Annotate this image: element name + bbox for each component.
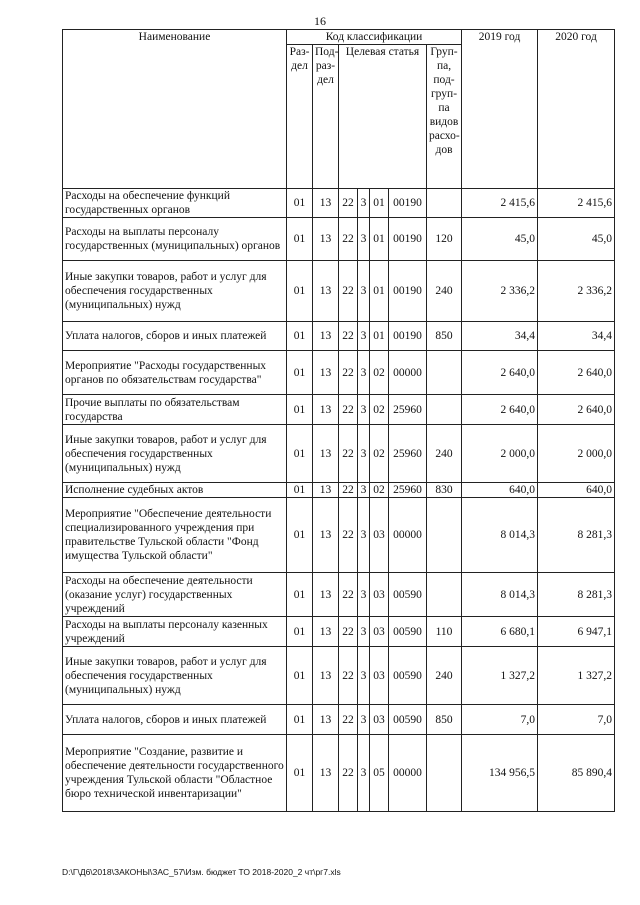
row-podrazdel: 13	[313, 322, 339, 351]
row-expense-type	[427, 351, 462, 395]
row-target-part2: 3	[358, 189, 370, 218]
row-podrazdel: 13	[313, 218, 339, 261]
row-razdel: 01	[287, 395, 313, 425]
row-target-part1: 22	[339, 218, 358, 261]
row-expense-type: 830	[427, 483, 462, 498]
row-podrazdel: 13	[313, 189, 339, 218]
row-target-part2: 3	[358, 218, 370, 261]
row-expense-type	[427, 735, 462, 812]
row-expense-type: 850	[427, 322, 462, 351]
row-value-2020: 8 281,3	[538, 573, 615, 617]
row-target-part2: 3	[358, 483, 370, 498]
table-row	[63, 573, 615, 617]
table-row	[63, 322, 615, 351]
row-target-part3: 03	[370, 647, 389, 705]
row-value-2020: 2 415,6	[538, 189, 615, 218]
row-expense-type: 240	[427, 261, 462, 322]
row-name: Расходы на выплаты персоналу государственных (муниципальных) органов	[63, 218, 287, 261]
row-expense-type: 850	[427, 705, 462, 735]
header-target-article: Целевая статья	[339, 45, 427, 189]
row-target-part1: 22	[339, 735, 358, 812]
row-podrazdel: 13	[313, 351, 339, 395]
table-row	[63, 483, 615, 498]
row-target-part1: 22	[339, 647, 358, 705]
row-podrazdel: 13	[313, 483, 339, 498]
row-name: Расходы на обеспечение функций государственных органов	[63, 189, 287, 218]
row-target-part1: 22	[339, 705, 358, 735]
row-target-part3: 02	[370, 351, 389, 395]
row-value-2019: 34,4	[462, 322, 538, 351]
row-name: Иные закупки товаров, работ и услуг для обеспечения государственных (муниципальных) нужд	[63, 261, 287, 322]
row-value-2020: 45,0	[538, 218, 615, 261]
table-row	[63, 617, 615, 647]
row-value-2019: 6 680,1	[462, 617, 538, 647]
row-razdel: 01	[287, 351, 313, 395]
row-name: Мероприятие "Обеспечение деятельности специализированного учреждения при правительстве Тульской области "Фонд имущества Тульской области"	[63, 498, 287, 573]
row-value-2020: 7,0	[538, 705, 615, 735]
row-target-part4: 00000	[389, 735, 427, 812]
row-razdel: 01	[287, 322, 313, 351]
row-razdel: 01	[287, 261, 313, 322]
row-razdel: 01	[287, 735, 313, 812]
table-row	[63, 395, 615, 425]
page-number: 16	[314, 14, 326, 28]
row-value-2019: 2 415,6	[462, 189, 538, 218]
table-row	[63, 647, 615, 705]
row-target-part4: 00190	[389, 189, 427, 218]
row-value-2020: 34,4	[538, 322, 615, 351]
row-name: Расходы на выплаты персоналу казенных учреждений	[63, 617, 287, 647]
row-target-part2: 3	[358, 425, 370, 483]
row-expense-type	[427, 395, 462, 425]
header-podrazdel: Под- раз- дел	[313, 45, 339, 189]
row-target-part2: 3	[358, 351, 370, 395]
row-target-part3: 03	[370, 498, 389, 573]
header-2019: 2019 год	[462, 30, 538, 189]
row-expense-type: 110	[427, 617, 462, 647]
row-target-part4: 00000	[389, 498, 427, 573]
row-target-part2: 3	[358, 617, 370, 647]
row-name: Мероприятие "Создание, развитие и обеспечение деятельности государственного учреждения Тульской области "Областное бюро технической инвентаризации"	[63, 735, 287, 812]
row-target-part3: 03	[370, 617, 389, 647]
row-target-part4: 00590	[389, 573, 427, 617]
row-value-2020: 1 327,2	[538, 647, 615, 705]
row-target-part4: 25960	[389, 425, 427, 483]
row-target-part2: 3	[358, 322, 370, 351]
row-value-2019: 2 640,0	[462, 395, 538, 425]
header-expense-group: Груп- па, под- груп- па видов расхо- дов	[427, 45, 462, 189]
row-target-part4: 25960	[389, 483, 427, 498]
row-target-part1: 22	[339, 395, 358, 425]
row-expense-type	[427, 498, 462, 573]
row-razdel: 01	[287, 705, 313, 735]
row-target-part3: 02	[370, 483, 389, 498]
row-name: Иные закупки товаров, работ и услуг для обеспечения государственных (муниципальных) нужд	[63, 647, 287, 705]
row-target-part4: 25960	[389, 395, 427, 425]
row-target-part4: 00190	[389, 261, 427, 322]
row-expense-type: 240	[427, 425, 462, 483]
budget-table	[62, 29, 615, 812]
table-row	[63, 425, 615, 483]
file-path-footer: D:\Г\Д6\2018\ЗАКОНЫ\ЗАС_57\Изм. бюджет ТО 2018-2020_2 чт\рг7.xls	[62, 867, 341, 877]
row-expense-type	[427, 189, 462, 218]
row-name: Прочие выплаты по обязательствам государства	[63, 395, 287, 425]
header-classification-code: Код классификации	[287, 30, 462, 45]
header-2020: 2020 год	[538, 30, 615, 189]
row-razdel: 01	[287, 218, 313, 261]
table-row	[63, 261, 615, 322]
row-target-part1: 22	[339, 483, 358, 498]
row-expense-type	[427, 573, 462, 617]
header-razdel: Раз- дел	[287, 45, 313, 189]
row-target-part3: 02	[370, 425, 389, 483]
row-target-part3: 05	[370, 735, 389, 812]
row-razdel: 01	[287, 617, 313, 647]
row-value-2019: 1 327,2	[462, 647, 538, 705]
row-target-part3: 03	[370, 705, 389, 735]
row-podrazdel: 13	[313, 498, 339, 573]
row-value-2019: 8 014,3	[462, 498, 538, 573]
row-razdel: 01	[287, 647, 313, 705]
row-target-part2: 3	[358, 735, 370, 812]
row-target-part1: 22	[339, 322, 358, 351]
row-target-part4: 00590	[389, 617, 427, 647]
row-target-part1: 22	[339, 498, 358, 573]
table-row	[63, 218, 615, 261]
row-target-part4: 00190	[389, 218, 427, 261]
row-podrazdel: 13	[313, 617, 339, 647]
row-target-part1: 22	[339, 351, 358, 395]
row-target-part4: 00590	[389, 705, 427, 735]
row-expense-type: 120	[427, 218, 462, 261]
table-row	[63, 351, 615, 395]
row-target-part2: 3	[358, 395, 370, 425]
table-row	[63, 189, 615, 218]
row-name: Уплата налогов, сборов и иных платежей	[63, 705, 287, 735]
row-target-part2: 3	[358, 705, 370, 735]
row-target-part2: 3	[358, 647, 370, 705]
row-value-2020: 8 281,3	[538, 498, 615, 573]
row-target-part2: 3	[358, 261, 370, 322]
row-value-2020: 6 947,1	[538, 617, 615, 647]
row-target-part1: 22	[339, 261, 358, 322]
row-value-2020: 640,0	[538, 483, 615, 498]
row-podrazdel: 13	[313, 705, 339, 735]
row-value-2019: 2 336,2	[462, 261, 538, 322]
row-target-part1: 22	[339, 189, 358, 218]
row-target-part3: 01	[370, 218, 389, 261]
table-row	[63, 498, 615, 573]
row-name: Иные закупки товаров, работ и услуг для обеспечения государственных (муниципальных) нужд	[63, 425, 287, 483]
row-target-part3: 02	[370, 395, 389, 425]
row-value-2020: 85 890,4	[538, 735, 615, 812]
row-target-part3: 01	[370, 189, 389, 218]
row-target-part3: 01	[370, 322, 389, 351]
row-target-part2: 3	[358, 498, 370, 573]
row-expense-type: 240	[427, 647, 462, 705]
row-name: Мероприятие "Расходы государственных органов по обязательствам государства"	[63, 351, 287, 395]
row-name: Уплата налогов, сборов и иных платежей	[63, 322, 287, 351]
header-name: Наименование	[63, 30, 287, 189]
row-value-2019: 134 956,5	[462, 735, 538, 812]
row-value-2019: 8 014,3	[462, 573, 538, 617]
row-target-part4: 00000	[389, 351, 427, 395]
row-podrazdel: 13	[313, 573, 339, 617]
row-name: Исполнение судебных актов	[63, 483, 287, 498]
row-value-2020: 2 640,0	[538, 395, 615, 425]
table-body	[63, 189, 615, 812]
row-razdel: 01	[287, 573, 313, 617]
table-row	[63, 705, 615, 735]
row-razdel: 01	[287, 483, 313, 498]
row-razdel: 01	[287, 498, 313, 573]
row-podrazdel: 13	[313, 735, 339, 812]
row-target-part3: 01	[370, 261, 389, 322]
row-value-2019: 640,0	[462, 483, 538, 498]
row-target-part1: 22	[339, 425, 358, 483]
row-podrazdel: 13	[313, 647, 339, 705]
row-value-2019: 7,0	[462, 705, 538, 735]
row-podrazdel: 13	[313, 261, 339, 322]
table-row	[63, 735, 615, 812]
header-row-1	[63, 30, 615, 45]
row-target-part3: 03	[370, 573, 389, 617]
row-value-2019: 45,0	[462, 218, 538, 261]
row-razdel: 01	[287, 189, 313, 218]
row-target-part2: 3	[358, 573, 370, 617]
row-podrazdel: 13	[313, 395, 339, 425]
row-podrazdel: 13	[313, 425, 339, 483]
row-target-part1: 22	[339, 573, 358, 617]
row-name: Расходы на обеспечение деятельности (оказание услуг) государственных учреждений	[63, 573, 287, 617]
row-value-2020: 2 640,0	[538, 351, 615, 395]
row-value-2020: 2 000,0	[538, 425, 615, 483]
row-razdel: 01	[287, 425, 313, 483]
row-value-2020: 2 336,2	[538, 261, 615, 322]
row-value-2019: 2 640,0	[462, 351, 538, 395]
row-target-part4: 00190	[389, 322, 427, 351]
row-target-part1: 22	[339, 617, 358, 647]
row-target-part4: 00590	[389, 647, 427, 705]
row-value-2019: 2 000,0	[462, 425, 538, 483]
